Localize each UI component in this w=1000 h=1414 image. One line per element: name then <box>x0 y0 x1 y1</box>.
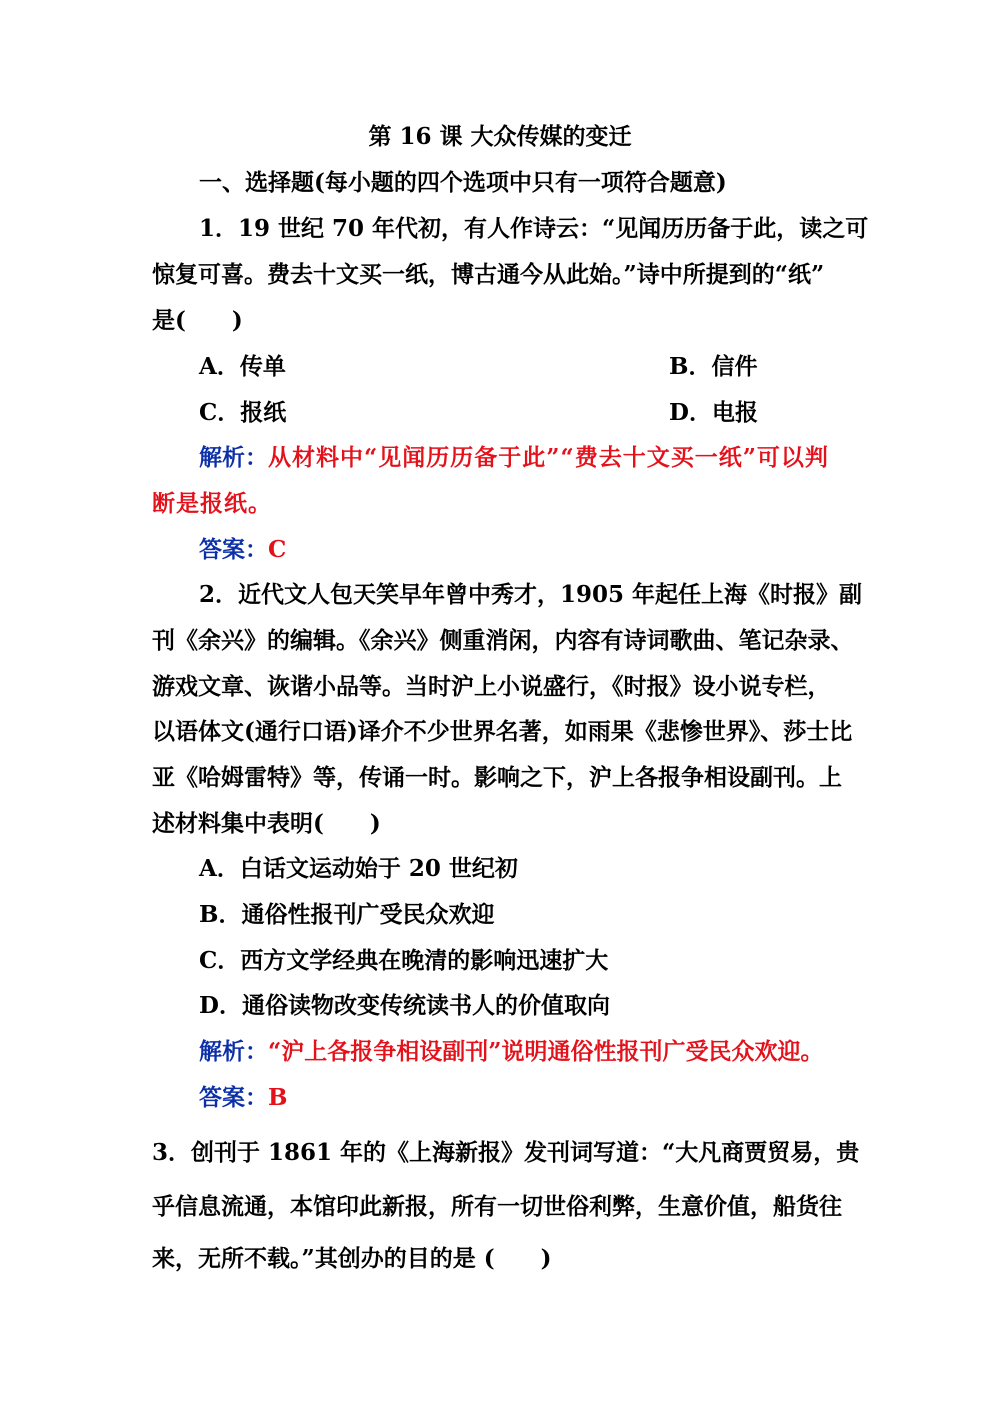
q3-stem-line-2: 乎信息流通，本馆印此新报，所有一切世俗利弊，生意价值，船货往 <box>152 1193 842 1220</box>
q2-analysis-label: 解析： <box>199 1038 268 1065</box>
q1-stem-line-2: 惊复可喜。费去十文买一纸，博古通今从此始。”诗中所提到的“纸” <box>152 261 825 288</box>
q2-option-b: B．通俗性报刊广受民众欢迎 <box>199 901 495 928</box>
q1-answer-label: 答案： <box>199 536 268 563</box>
q1-option-a: A．传单 <box>199 353 286 380</box>
q1-option-c: C．报纸 <box>199 399 287 426</box>
q2-stem-line-1: 2．近代文人包天笑早年曾中秀才，1905 年起任上海《时报》副 <box>199 581 863 608</box>
q1-analysis-label: 解析： <box>199 444 268 471</box>
q1-analysis-text-1: 从材料中“见闻历历备于此”“费去十文买一纸”可以判 <box>268 444 829 471</box>
q1-option-d: D．电报 <box>669 399 758 426</box>
q2-analysis <box>199 1037 899 1067</box>
q2-answer-label: 答案： <box>199 1084 268 1111</box>
q1-analysis <box>199 443 899 473</box>
q2-option-a: A．白话文运动始于 20 世纪初 <box>199 855 518 882</box>
q2-option-c: C．西方文学经典在晚清的影响迅速扩大 <box>199 947 609 974</box>
q1-stem-line-3: 是( ) <box>152 307 243 334</box>
q1-options-row-1 <box>199 352 899 382</box>
q3-stem-line-3: 来，无所不载。”其创办的目的是 ( ) <box>152 1245 552 1272</box>
q3-stem-line-1: 3．创刊于 1861 年的《上海新报》发刊词写道：“大凡商贾贸易，贵 <box>152 1139 860 1166</box>
q2-answer-value: B <box>268 1084 288 1111</box>
q1-options-row-2 <box>199 398 899 428</box>
q1-analysis-text-2: 断是报纸。 <box>152 490 272 517</box>
q2-stem-line-5: 亚《哈姆雷特》等，传诵一时。影响之下，沪上各报争相设副刊。上 <box>152 764 842 791</box>
q2-stem-line-3: 游戏文章、诙谐小品等。当时沪上小说盛行，《时报》设小说专栏， <box>152 673 831 700</box>
q2-answer <box>199 1083 899 1113</box>
q2-analysis-text: “沪上各报争相设副刊”说明通俗性报刊广受民众欢迎。 <box>268 1038 824 1065</box>
q1-option-b: B．信件 <box>669 353 758 380</box>
q2-option-d: D．通俗读物改变传统读书人的价值取向 <box>199 992 610 1019</box>
q2-stem-line-4: 以语体文(通行口语)译介不少世界名著，如雨果《悲惨世界》、莎士比 <box>152 718 853 745</box>
section-heading: 一、选择题(每小题的四个选项中只有一项符合题意) <box>199 169 727 196</box>
q2-stem-line-6: 述材料集中表明( ) <box>152 810 381 837</box>
lesson-title: 第 16 课 大众传媒的变迁 <box>368 123 632 150</box>
q1-answer <box>199 535 899 565</box>
q2-stem-line-2: 刊《余兴》的编辑。《余兴》侧重消闲，内容有诗词歌曲、笔记杂录、 <box>152 627 854 654</box>
q1-answer-value: C <box>268 536 287 563</box>
q1-stem-line-1: 1．19 世纪 70 年代初，有人作诗云：“见闻历历备于此，读之可 <box>199 215 869 242</box>
